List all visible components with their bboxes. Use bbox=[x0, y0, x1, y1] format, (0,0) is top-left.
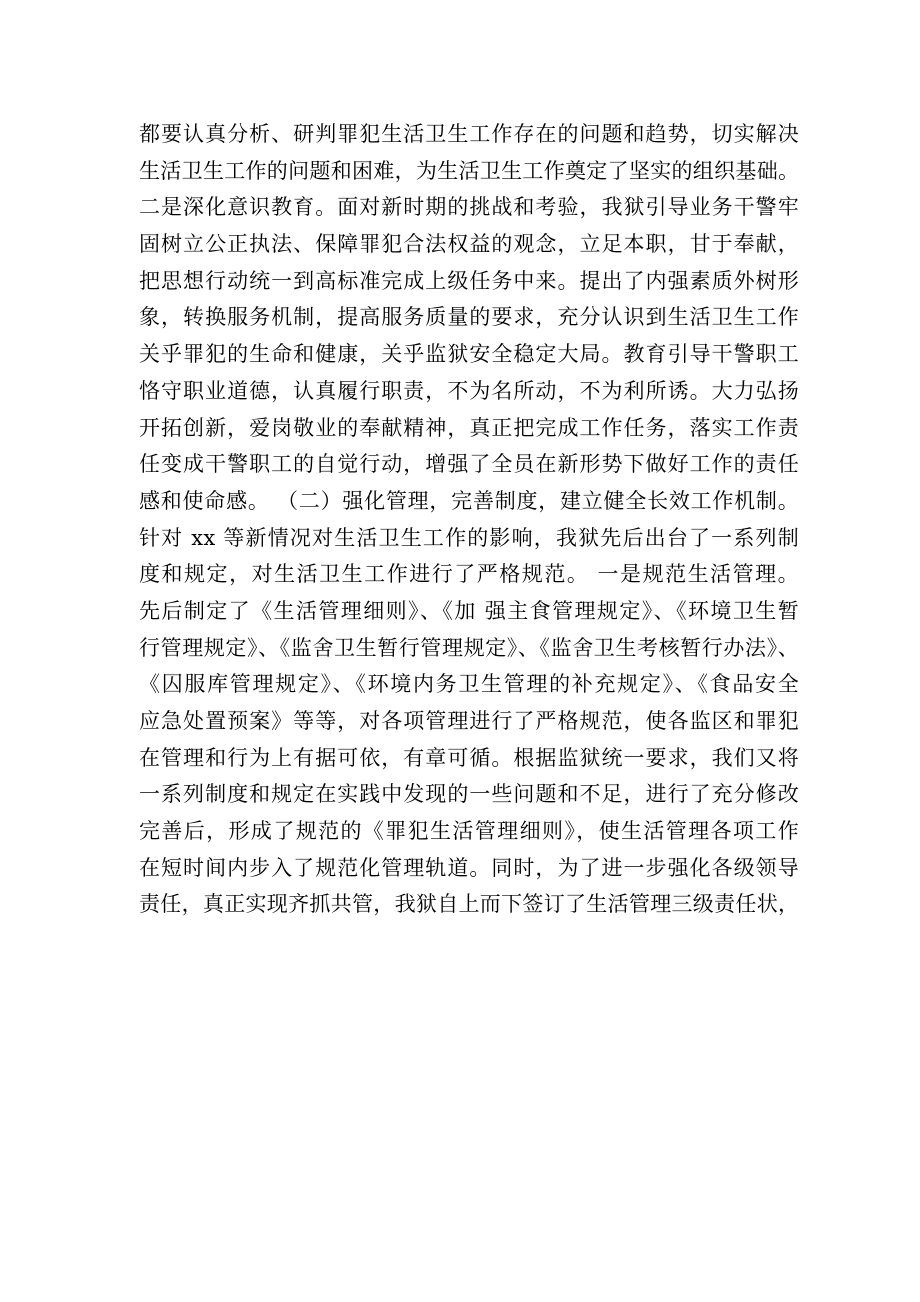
text-line: 《囚服库管理规定》、《环境内务卫生管理的补充规定》、《食品安全 bbox=[139, 672, 799, 697]
text-line: 固树立公正执法、保障罪犯合法权益的观念，立足本职，甘于奉献， bbox=[139, 232, 799, 257]
text-line: 把思想行动统一到高标准完成上级任务中来。提出了内强素质外树形 bbox=[139, 268, 799, 293]
text-line: 象，转换服务机制，提高服务质量的要求，充分认识到生活卫生工作 bbox=[139, 305, 799, 330]
text-line: 开拓创新，爱岗敬业的奉献精神，真正把完成工作任务，落实工作责 bbox=[139, 415, 799, 440]
text-line: 完善后，形成了规范的《罪犯生活管理细则》，使生活管理各项工作 bbox=[139, 819, 799, 844]
text-line: 责任，真正实现齐抓共管，我狱自上而下签订了生活管理三级责任状， bbox=[139, 892, 800, 917]
text-line: 度和规定，对生活卫生工作进行了严格规范。 一是规范生活管理。 bbox=[139, 562, 799, 587]
text-line: 行管理规定》、《监舍卫生暂行管理规定》、《监舍卫生考核暂行办法》、 bbox=[139, 635, 799, 660]
text-line: 感和使命感。 （二）强化管理，完善制度，建立健全长效工作机制。 bbox=[139, 488, 799, 513]
text-line: 关乎罪犯的生命和健康，关乎监狱安全稳定大局。教育引导干警职工 bbox=[139, 342, 799, 367]
text-line: 先后制定了《生活管理细则》、《加 强主食管理规定》、《环境卫生暂 bbox=[139, 598, 799, 623]
text-line: 一系列制度和规定在实践中发现的一些问题和不足，进行了充分修改 bbox=[139, 782, 799, 807]
text-line: 在短时间内步入了规范化管理轨道。同时，为了进一步强化各级领导 bbox=[139, 855, 799, 880]
text-line: 应急处置预案》等等，对各项管理进行了严格规范，使各监区和罪犯 bbox=[139, 709, 799, 733]
body-text bbox=[139, 116, 799, 923]
text-line: 都要认真分析、研判罪犯生活卫生工作存在的问题和趋势，切实解决 bbox=[139, 122, 799, 146]
text-line: 恪守职业道德，认真履行职责，不为名所动，不为利所诱。大力弘扬 bbox=[139, 378, 799, 403]
text-line: 任变成干警职工的自觉行动，增强了全员在新形势下做好工作的责任 bbox=[139, 452, 799, 477]
text-line: 针对 xx 等新情况对生活卫生工作的影响，我狱先后出台了一系列制 bbox=[139, 525, 799, 550]
text-line: 二是深化意识教育。面对新时期的挑战和考验，我狱引导业务干警牢 bbox=[139, 195, 799, 220]
text-line: 生活卫生工作的问题和困难，为生活卫生工作奠定了坚实的组织基础。 bbox=[139, 158, 800, 183]
text-line: 在管理和行为上有据可依，有章可循。根据监狱统一要求，我们又将 bbox=[139, 745, 799, 770]
